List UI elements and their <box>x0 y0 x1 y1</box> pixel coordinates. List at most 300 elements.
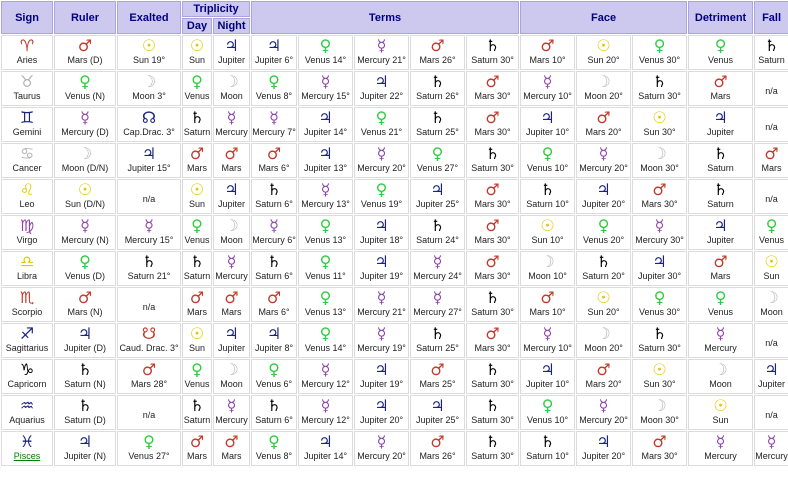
saturn-icon: ♄ <box>189 396 205 415</box>
mars-icon: ♂ <box>713 72 728 91</box>
term-cell <box>298 215 353 250</box>
fall-label: Mars <box>761 163 782 173</box>
ruler-cell <box>54 431 116 466</box>
saturn-icon: ♄ <box>764 36 779 55</box>
mars-icon: ♂ <box>485 72 500 91</box>
exalted-label: Venus 27° <box>128 451 170 461</box>
term-cell <box>410 323 465 358</box>
sign-cell <box>1 359 53 394</box>
face-label: Sun 20° <box>587 55 620 65</box>
capricorn-icon: ♑ <box>19 360 35 379</box>
mercury-icon: ☿ <box>80 216 90 235</box>
term-label: Mars 25° <box>419 379 456 389</box>
exalted-cell <box>117 323 181 358</box>
triplicity-night-label: Moon <box>220 91 243 101</box>
sign-cell <box>1 143 53 178</box>
ruler-label: Mars (N) <box>67 307 103 317</box>
triplicity-night-cell <box>213 35 250 70</box>
term-cell <box>354 287 409 322</box>
venus-icon: ♀ <box>653 288 666 307</box>
mars-icon: ♂ <box>485 108 500 127</box>
mercury-icon: ☿ <box>226 252 237 271</box>
saturn-icon: ♄ <box>266 252 282 271</box>
face-label: Mercury 10° <box>523 91 572 101</box>
triplicity-night-label: Mars <box>221 163 242 173</box>
saturn-icon: ♄ <box>430 324 445 343</box>
face-cell <box>576 287 631 322</box>
fall-cell <box>754 71 788 106</box>
face-cell <box>520 395 575 430</box>
term-cell <box>466 251 519 286</box>
sun-icon: ☉ <box>189 36 205 55</box>
venus-icon: ♀ <box>319 252 332 271</box>
exalted-cell <box>117 179 181 214</box>
table-row <box>1 431 788 466</box>
face-label: Saturn 10° <box>526 451 569 461</box>
face-label: Mercury 20° <box>579 163 628 173</box>
term-label: Saturn 30° <box>471 307 514 317</box>
term-cell <box>251 215 297 250</box>
term-cell <box>298 107 353 142</box>
sun-icon: ☉ <box>764 252 779 271</box>
face-label: Venus 10° <box>526 415 569 425</box>
face-label: Mars 10° <box>529 55 566 65</box>
detriment-label: Venus <box>708 307 734 317</box>
face-cell <box>576 431 631 466</box>
mercury-icon: ☿ <box>542 324 553 343</box>
jupiter-icon: ♃ <box>266 324 282 343</box>
face-label: Moon 30° <box>640 163 679 173</box>
detriment-cell <box>688 143 753 178</box>
ruler-label: Moon (D/N) <box>61 163 109 173</box>
term-cell <box>251 71 297 106</box>
face-label: Mars 30° <box>641 199 678 209</box>
pisces-icon: ♓ <box>19 432 35 451</box>
jupiter-icon: ♃ <box>224 180 239 199</box>
term-label: Saturn 30° <box>471 379 514 389</box>
ruler-cell <box>54 107 116 142</box>
term-cell <box>466 431 519 466</box>
mercury-icon: ☿ <box>226 396 237 415</box>
fall-cell <box>754 431 788 466</box>
venus-icon: ♀ <box>319 36 332 55</box>
sun-icon: ☉ <box>652 360 667 379</box>
exalted-cell <box>117 251 181 286</box>
face-cell <box>520 179 575 214</box>
mercury-icon: ☿ <box>766 432 777 451</box>
jupiter-icon: ♃ <box>77 432 93 451</box>
triplicity-day-cell <box>182 179 212 214</box>
mercury-icon: ☿ <box>376 144 387 163</box>
triplicity-night-cell <box>213 287 250 322</box>
sun-icon: ☉ <box>189 324 205 343</box>
term-label: Venus 13° <box>304 307 347 317</box>
table-row <box>1 359 788 394</box>
na-label: n/a <box>765 338 778 348</box>
term-label: Mercury 20° <box>357 163 406 173</box>
jupiter-icon: ♃ <box>224 324 239 343</box>
col-header-terms: Terms <box>251 1 519 34</box>
fall-cell <box>754 395 788 430</box>
col-header-triplicity: Triplicity <box>182 1 250 17</box>
triplicity-day-label: Saturn <box>183 127 211 137</box>
mars-icon: ♂ <box>141 360 157 379</box>
mars-icon: ♂ <box>77 36 93 55</box>
term-cell <box>298 359 353 394</box>
face-cell <box>632 287 687 322</box>
triplicity-day-cell <box>182 431 212 466</box>
term-label: Jupiter 25° <box>415 415 460 425</box>
mars-icon: ♂ <box>764 144 779 163</box>
term-cell <box>251 251 297 286</box>
term-cell <box>354 215 409 250</box>
term-cell <box>354 35 409 70</box>
term-label: Jupiter 13° <box>303 163 348 173</box>
term-cell <box>298 431 353 466</box>
venus-icon: ♀ <box>541 396 554 415</box>
face-label: Mercury 10° <box>523 343 572 353</box>
na-label: n/a <box>765 194 778 204</box>
table-body <box>1 35 788 466</box>
mercury-icon: ☿ <box>432 252 443 271</box>
saturn-icon: ♄ <box>430 108 445 127</box>
saturn-icon: ♄ <box>713 144 728 163</box>
mars-icon: ♂ <box>485 252 500 271</box>
jupiter-icon: ♃ <box>77 324 93 343</box>
mercury-icon: ☿ <box>320 72 331 91</box>
venus-icon: ♀ <box>268 360 280 379</box>
detriment-label: Mercury <box>704 451 737 461</box>
term-label: Saturn 26° <box>416 91 459 101</box>
fall-cell <box>754 251 788 286</box>
detriment-cell <box>688 359 753 394</box>
exalted-label: Sun 19° <box>132 55 166 65</box>
term-cell <box>354 431 409 466</box>
moon-icon: ☽ <box>596 324 611 343</box>
face-cell <box>520 431 575 466</box>
moon-icon: ☽ <box>224 216 239 235</box>
aquarius-icon: ♒ <box>19 396 35 415</box>
ruler-label: Venus (N) <box>64 91 106 101</box>
face-cell <box>520 287 575 322</box>
table-row <box>1 287 788 322</box>
face-label: Saturn 30° <box>638 343 681 353</box>
triplicity-night-label: Mercury <box>215 271 248 281</box>
face-cell <box>576 395 631 430</box>
triplicity-day-label: Saturn <box>183 415 211 425</box>
saturn-icon: ♄ <box>141 252 157 271</box>
face-label: Jupiter 10° <box>525 379 570 389</box>
fall-label: Moon <box>760 307 783 317</box>
term-label: Jupiter 25° <box>415 199 460 209</box>
sign-cell <box>1 323 53 358</box>
fall-cell <box>754 323 788 358</box>
triplicity-night-cell <box>213 107 250 142</box>
col-header-detriment: Detriment <box>688 1 753 34</box>
triplicity-day-label: Mars <box>187 163 207 173</box>
term-label: Mercury 27° <box>413 307 462 317</box>
moon-icon: ☽ <box>141 72 157 91</box>
mercury-icon: ☿ <box>598 396 609 415</box>
term-cell <box>298 323 353 358</box>
exalted-cell <box>117 215 181 250</box>
mercury-icon: ☿ <box>432 288 443 307</box>
ruler-cell <box>54 179 116 214</box>
term-label: Saturn 25° <box>416 343 459 353</box>
detriment-label: Jupiter <box>707 235 735 245</box>
ruler-cell <box>54 395 116 430</box>
sign-name: Taurus <box>13 91 41 101</box>
mars-icon: ♂ <box>266 144 282 163</box>
face-label: Jupiter 10° <box>525 127 570 137</box>
mars-icon: ♂ <box>540 36 555 55</box>
detriment-cell <box>688 287 753 322</box>
face-cell <box>632 35 687 70</box>
triplicity-day-label: Saturn <box>183 271 211 281</box>
table-row <box>1 395 788 430</box>
face-cell <box>632 359 687 394</box>
term-label: Saturn 6° <box>255 199 293 209</box>
term-label: Mercury 7° <box>252 127 296 137</box>
sun-icon: ☉ <box>596 36 611 55</box>
face-cell <box>520 107 575 142</box>
detriment-label: Venus <box>708 55 734 65</box>
triplicity-day-label: Mars <box>187 307 207 317</box>
triplicity-night-cell <box>213 431 250 466</box>
ruler-cell <box>54 35 116 70</box>
term-label: Mercury 21° <box>357 55 406 65</box>
ruler-label: Mercury (D) <box>61 127 109 137</box>
mars-icon: ♂ <box>652 432 667 451</box>
term-cell <box>410 431 465 466</box>
term-cell <box>298 143 353 178</box>
term-label: Jupiter 19° <box>359 379 404 389</box>
face-cell <box>576 107 631 142</box>
term-cell <box>354 323 409 358</box>
venus-icon: ♀ <box>319 324 332 343</box>
term-label: Venus 13° <box>304 235 347 245</box>
triplicity-night-label: Mars <box>221 307 242 317</box>
mercury-icon: ☿ <box>320 180 331 199</box>
sign-cell <box>1 215 53 250</box>
mars-icon: ♂ <box>224 432 239 451</box>
detriment-cell <box>688 179 753 214</box>
sun-icon: ☉ <box>652 108 667 127</box>
term-label: Mercury 15° <box>301 91 350 101</box>
mars-icon: ♂ <box>189 432 205 451</box>
sign-cell <box>1 35 53 70</box>
sign-cell <box>1 179 53 214</box>
face-cell <box>520 215 575 250</box>
mars-icon: ♂ <box>430 36 445 55</box>
triplicity-day-label: Venus <box>184 235 210 245</box>
moon-icon: ☽ <box>540 252 555 271</box>
face-cell <box>576 143 631 178</box>
face-cell <box>520 359 575 394</box>
term-label: Saturn 30° <box>471 415 514 425</box>
triplicity-night-cell <box>213 179 250 214</box>
term-cell <box>466 395 519 430</box>
saturn-icon: ♄ <box>485 36 500 55</box>
face-label: Moon 30° <box>640 415 679 425</box>
mars-icon: ♂ <box>485 324 500 343</box>
taurus-icon: ♉ <box>19 72 35 91</box>
exalted-label: Mars 28° <box>130 379 168 389</box>
term-cell <box>251 35 297 70</box>
term-cell <box>354 143 409 178</box>
face-cell <box>632 431 687 466</box>
jupiter-icon: ♃ <box>374 216 389 235</box>
term-label: Venus 11° <box>305 271 346 281</box>
jupiter-icon: ♃ <box>764 360 779 379</box>
term-cell <box>251 143 297 178</box>
mercury-icon: ☿ <box>376 324 387 343</box>
term-cell <box>354 179 409 214</box>
triplicity-night-label: Jupiter <box>217 199 245 209</box>
table-row <box>1 71 788 106</box>
triplicity-day-cell <box>182 215 212 250</box>
face-label: Mars 20° <box>585 127 622 137</box>
south-node-icon: ☋ <box>141 324 157 343</box>
face-label: Sun 10° <box>531 235 564 245</box>
ruler-cell <box>54 71 116 106</box>
term-label: Jupiter 8° <box>254 343 294 353</box>
na-label: n/a <box>142 410 156 420</box>
triplicity-day-cell <box>182 107 212 142</box>
face-label: Sun 30° <box>643 127 676 137</box>
ruler-label: Saturn (D) <box>64 415 106 425</box>
mars-icon: ♂ <box>713 252 728 271</box>
term-label: Venus 21° <box>360 127 403 137</box>
venus-icon: ♀ <box>79 252 91 271</box>
mercury-icon: ☿ <box>598 144 609 163</box>
triplicity-day-cell <box>182 359 212 394</box>
term-cell <box>410 251 465 286</box>
col-header-day: Day <box>182 18 212 34</box>
sagittarius-icon: ♐ <box>19 324 35 343</box>
triplicity-night-label: Moon <box>220 235 243 245</box>
triplicity-day-label: Sun <box>188 55 205 65</box>
saturn-icon: ♄ <box>540 180 555 199</box>
saturn-icon: ♄ <box>485 396 500 415</box>
saturn-icon: ♄ <box>189 108 205 127</box>
moon-icon: ☽ <box>713 360 728 379</box>
moon-icon: ☽ <box>224 72 239 91</box>
triplicity-day-cell <box>182 71 212 106</box>
term-label: Venus 19° <box>360 199 403 209</box>
term-cell <box>298 71 353 106</box>
mars-icon: ♂ <box>77 288 93 307</box>
mars-icon: ♂ <box>485 216 500 235</box>
venus-icon: ♀ <box>143 432 155 451</box>
venus-icon: ♀ <box>541 144 554 163</box>
mercury-icon: ☿ <box>269 216 279 235</box>
venus-icon: ♀ <box>191 360 203 379</box>
venus-icon: ♀ <box>191 216 203 235</box>
mercury-icon: ☿ <box>376 432 387 451</box>
mars-icon: ♂ <box>540 288 555 307</box>
jupiter-icon: ♃ <box>540 360 555 379</box>
term-label: Mars 30° <box>474 343 511 353</box>
face-label: Venus 10° <box>526 163 569 173</box>
face-cell <box>576 179 631 214</box>
exalted-cell <box>117 71 181 106</box>
venus-icon: ♀ <box>375 180 388 199</box>
exalted-label: Saturn 21° <box>127 271 171 281</box>
term-label: Saturn 6° <box>255 415 293 425</box>
sign-name: Capricorn <box>7 379 47 389</box>
fall-cell <box>754 215 788 250</box>
sign-name[interactable]: Pisces <box>13 451 41 461</box>
term-cell <box>466 107 519 142</box>
term-cell <box>466 71 519 106</box>
sun-icon: ☉ <box>77 180 93 199</box>
aries-icon: ♈ <box>19 36 35 55</box>
col-header-exalted: Exalted <box>117 1 181 34</box>
triplicity-day-label: Sun <box>188 343 205 353</box>
term-label: Mercury 24° <box>413 271 462 281</box>
term-cell <box>251 431 297 466</box>
triplicity-day-cell <box>182 287 212 322</box>
term-cell <box>354 251 409 286</box>
moon-icon: ☽ <box>764 288 779 307</box>
term-cell <box>354 71 409 106</box>
term-label: Mars 30° <box>474 271 511 281</box>
table-row <box>1 35 788 70</box>
exalted-label: Cap.Drac. 3° <box>123 127 175 137</box>
term-label: Mars 30° <box>474 127 511 137</box>
term-cell <box>466 323 519 358</box>
saturn-icon: ♄ <box>77 360 93 379</box>
sign-name: Aquarius <box>9 415 45 425</box>
mercury-icon: ☿ <box>144 216 154 235</box>
term-label: Jupiter 18° <box>359 235 404 245</box>
face-cell <box>632 71 687 106</box>
saturn-icon: ♄ <box>485 144 500 163</box>
term-cell <box>410 395 465 430</box>
term-label: Jupiter 14° <box>303 451 348 461</box>
col-header-night: Night <box>213 18 250 34</box>
face-cell <box>520 143 575 178</box>
mercury-icon: ☿ <box>376 288 387 307</box>
ruler-cell <box>54 215 116 250</box>
exalted-label: Moon 3° <box>132 91 166 101</box>
term-label: Saturn 25° <box>416 127 459 137</box>
term-cell <box>251 359 297 394</box>
triplicity-day-cell <box>182 323 212 358</box>
face-label: Moon 20° <box>584 343 623 353</box>
face-label: Moon 10° <box>528 271 567 281</box>
sign-cell <box>1 395 53 430</box>
fall-label: Saturn <box>758 55 785 65</box>
triplicity-night-cell <box>213 395 250 430</box>
sign-name: Leo <box>19 199 35 209</box>
term-cell <box>298 251 353 286</box>
sun-icon: ☉ <box>141 36 157 55</box>
venus-icon: ♀ <box>375 108 388 127</box>
exalted-cell <box>117 359 181 394</box>
term-cell <box>298 287 353 322</box>
ruler-label: Sun (D/N) <box>64 199 105 209</box>
jupiter-icon: ♃ <box>430 396 445 415</box>
term-cell <box>298 395 353 430</box>
venus-icon: ♀ <box>268 72 280 91</box>
ruler-label: Venus (D) <box>64 271 106 281</box>
term-cell <box>410 287 465 322</box>
mercury-icon: ☿ <box>226 108 237 127</box>
mars-icon: ♂ <box>652 180 667 199</box>
triplicity-night-cell <box>213 323 250 358</box>
